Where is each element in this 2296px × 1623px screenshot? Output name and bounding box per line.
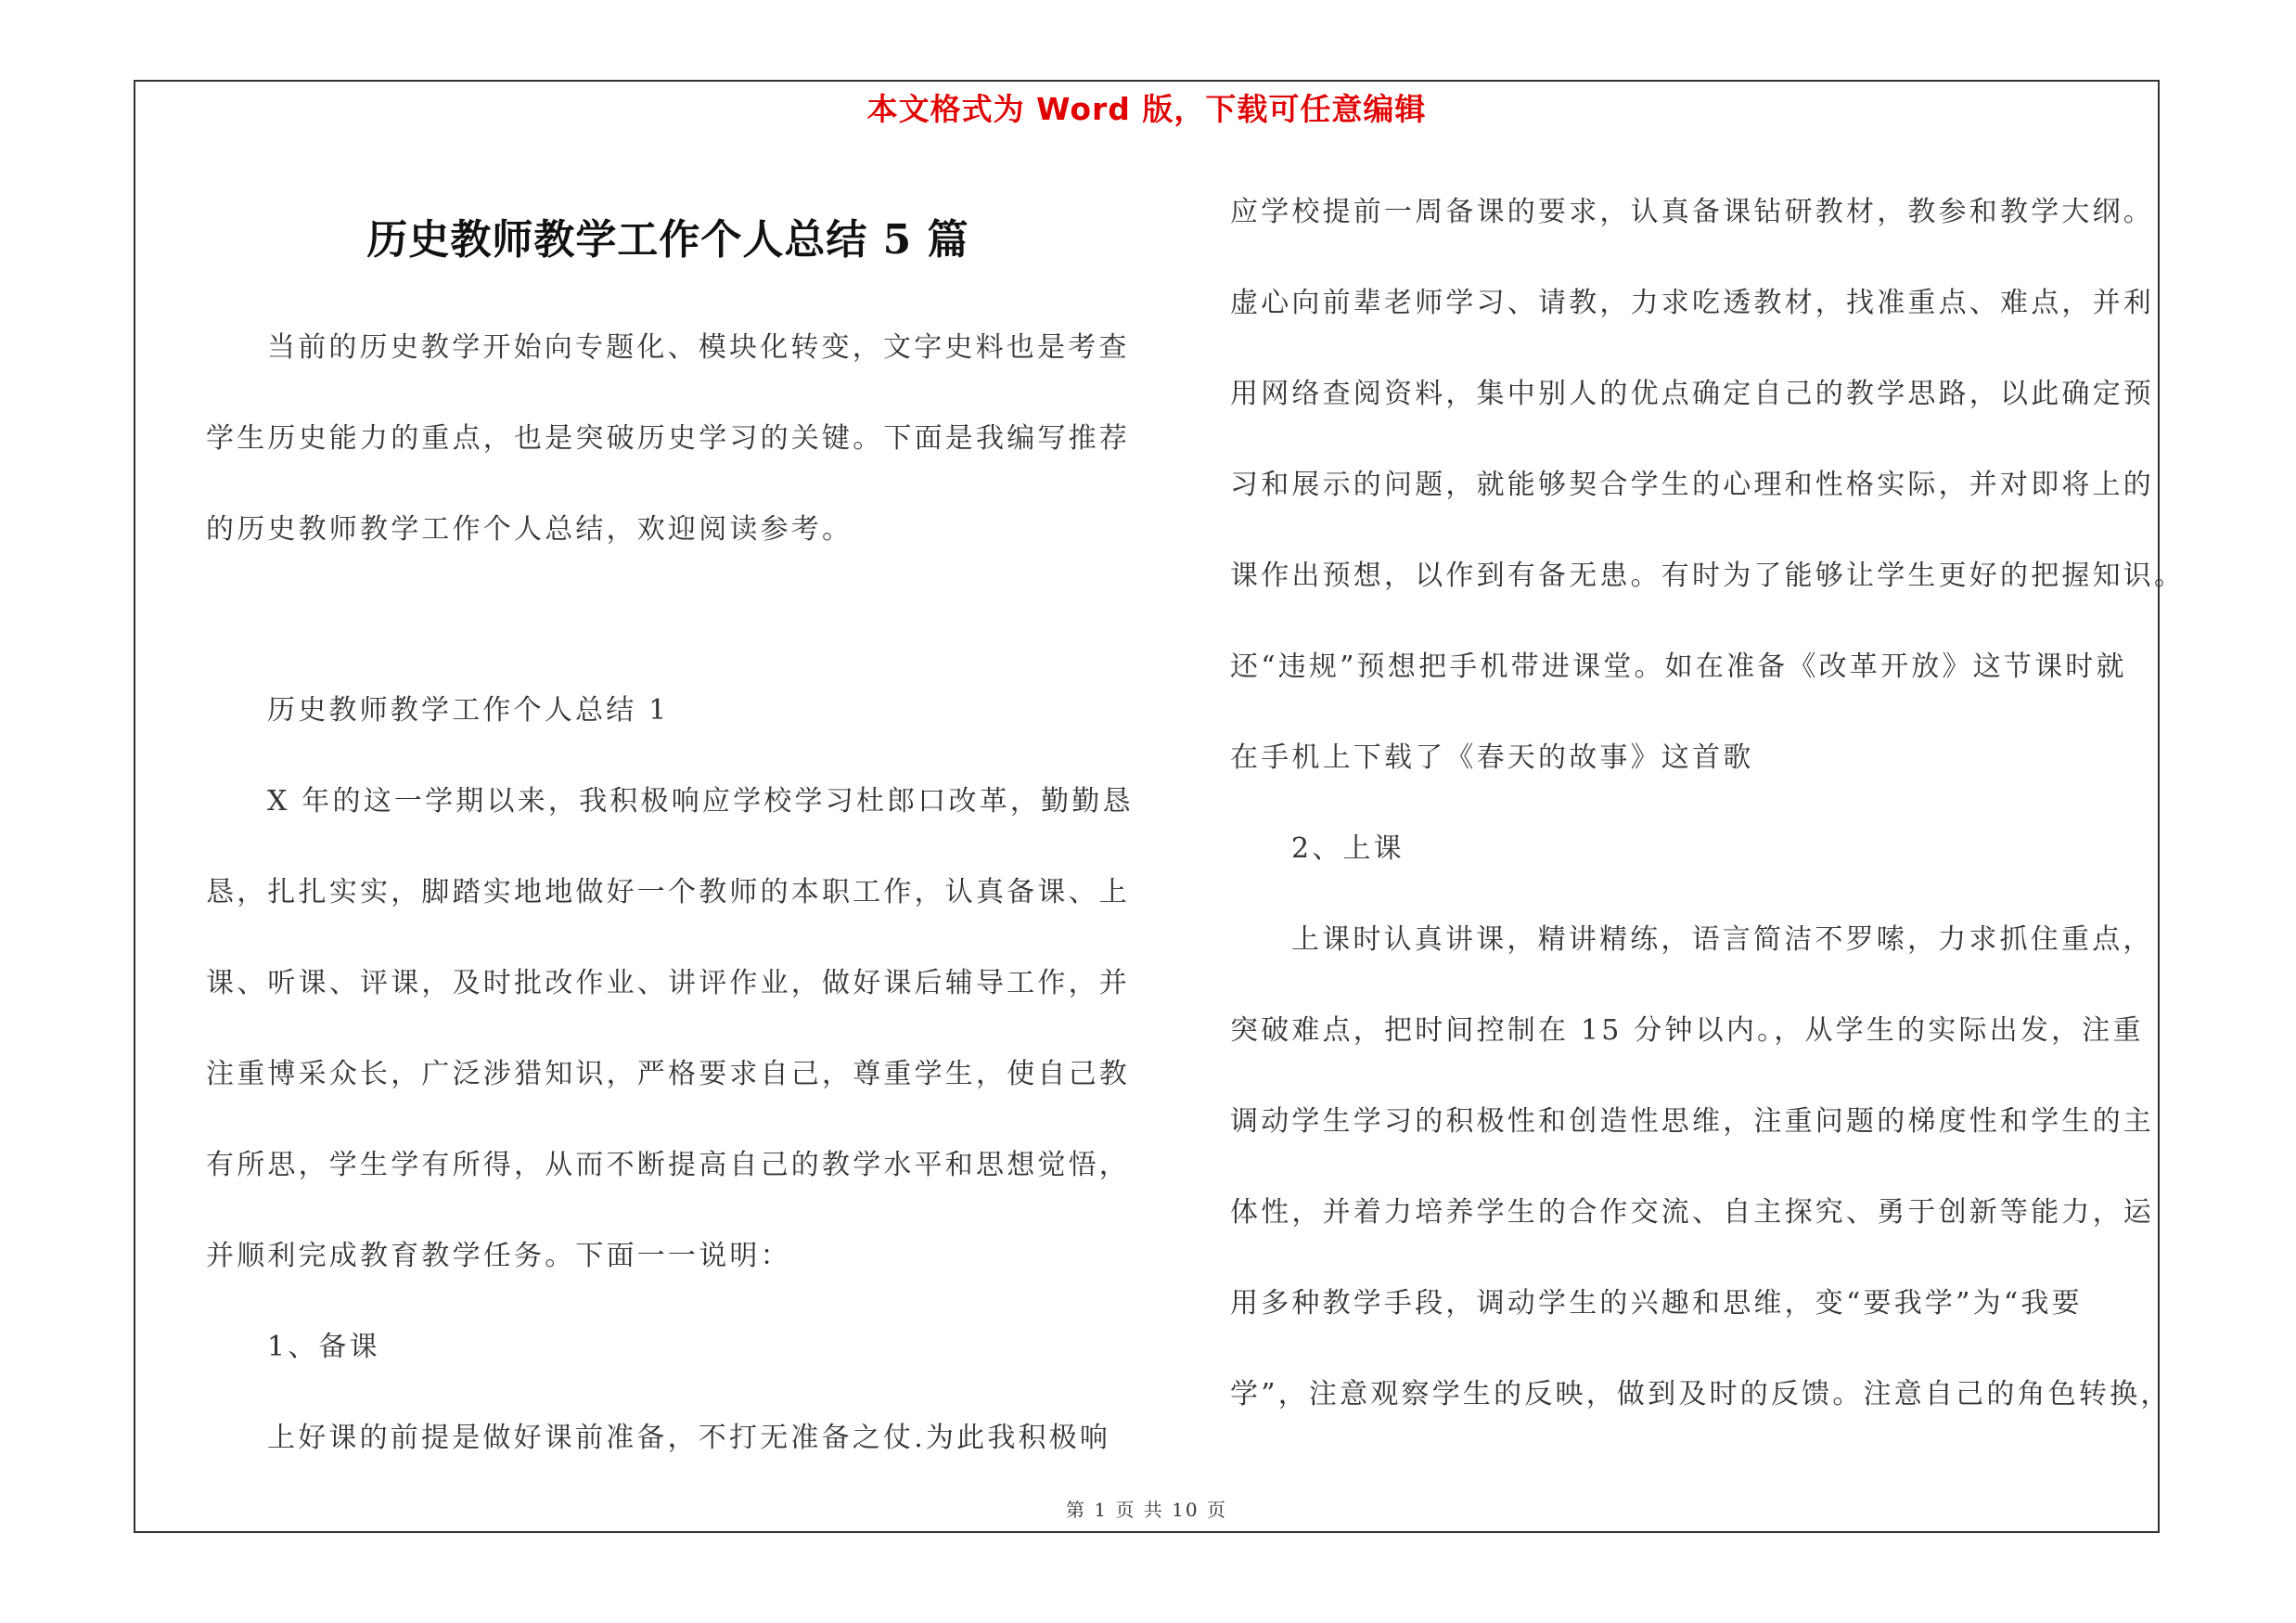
paragraph-line: 课、听课、评课，及时批改作业、讲评作业，做好课后辅导工作，并 <box>206 967 1130 999</box>
paragraph-line: 应学校提前一周备课的要求，认真备课钻研教材，教参和教学大纲。 <box>1230 196 2154 228</box>
paragraph-line: 学生历史能力的重点，也是突破历史学习的关键。下面是我编写推荐 <box>206 422 1130 455</box>
paragraph-line: 并顺利完成教育教学任务。下面一一说明： <box>206 1240 791 1272</box>
paragraph-line: 习和展示的问题，就能够契合学生的心理和性格实际，并对即将上的 <box>1230 469 2154 501</box>
document-title: 历史教师教学工作个人总结 5 篇 <box>366 216 969 264</box>
paragraph-line: 突破难点，把时间控制在 15 分钟以内。，从学生的实际出发，注重 <box>1230 1014 2144 1047</box>
paragraph-line: 当前的历史教学开始向专题化、模块化转变，文字史料也是考查 <box>267 331 1130 364</box>
page-number-footer: 第 1 页 共 10 页 <box>1066 1499 1227 1521</box>
paragraph-line: 还“违规”预想把手机带进课堂。如在准备《改革开放》这节课时就 <box>1230 650 2127 683</box>
paragraph-line: 上好课的前提是做好课前准备，不打无准备之仗.为此我积极响 <box>267 1422 1111 1454</box>
paragraph-line: 体性，并着力培养学生的合作交流、自主探究、勇于创新等能力，运 <box>1230 1196 2154 1229</box>
paragraph-line: 注重博采众长，广泛涉猎知识，严格要求自己，尊重学生，使自己教 <box>206 1058 1130 1090</box>
paragraph-line: 用多种教学手段，调动学生的兴趣和思维，变“要我学”为“我要 <box>1230 1287 2083 1320</box>
paragraph-line: 用网络查阅资料，集中别人的优点确定自己的教学思路，以此确定预 <box>1230 378 2154 410</box>
paragraph-line: 有所思，学生学有所得，从而不断提高自己的教学水平和思想觉悟， <box>206 1149 1130 1181</box>
paragraph-line: 上课时认真讲课，精讲精练，语言简洁不罗嗦，力求抓住重点， <box>1291 923 2154 956</box>
sub-heading: 1、备课 <box>267 1331 380 1363</box>
paragraph-line: 在手机上下载了《春天的故事》这首歌 <box>1230 741 1754 774</box>
paragraph-line: 虚心向前辈老师学习、请教，力求吃透教材，找准重点、难点，并利 <box>1230 287 2154 319</box>
section-heading: 历史教师教学工作个人总结 1 <box>267 694 670 727</box>
paragraph-line: 学”，注意观察学生的反映，做到及时的反馈。注意自己的角色转换， <box>1230 1378 2172 1410</box>
paragraph-line: 的历史教师教学工作个人总结，欢迎阅读参考。 <box>206 513 853 546</box>
paragraph-line: 课作出预想，以作到有备无患。有时为了能够让学生更好的把握知识。 <box>1230 560 2186 592</box>
paragraph-line: 恳，扎扎实实，脚踏实地地做好一个教师的本职工作，认真备课、上 <box>206 876 1130 908</box>
paragraph-line: 调动学生学习的积极性和创造性思维，注重问题的梯度性和学生的主 <box>1230 1105 2154 1138</box>
format-notice-header: 本文格式为 Word 版，下载可任意编辑 <box>866 91 1427 127</box>
sub-heading: 2、上课 <box>1291 832 1405 865</box>
paragraph-line: X 年的这一学期以来，我积极响应学校学习杜郎口改革，勤勤恳 <box>267 785 1134 818</box>
